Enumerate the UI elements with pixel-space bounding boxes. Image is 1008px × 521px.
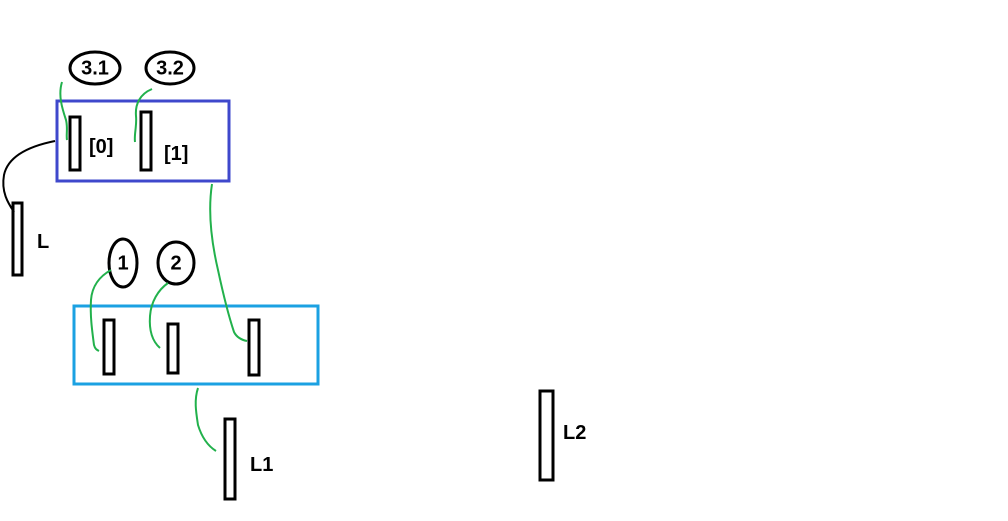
variable-l1-label: L1 xyxy=(250,454,274,476)
inner-array-box xyxy=(74,306,318,384)
variable-l-cell xyxy=(13,203,22,275)
variable-l2-label: L2 xyxy=(563,422,587,444)
outer-array-cell-0 xyxy=(70,117,80,170)
connector-2-to-inner-cell-1 xyxy=(150,283,168,348)
bubble-1-label: 1 xyxy=(117,252,129,275)
bubble-2-label: 2 xyxy=(170,252,182,275)
variable-l1-cell xyxy=(225,419,235,499)
index-label-1: [1] xyxy=(164,143,189,165)
outer-array-cell-1 xyxy=(141,112,151,170)
connector-1-to-inner-cell-0 xyxy=(91,270,111,351)
inner-array-cell-0 xyxy=(104,320,114,374)
variable-l-label: L xyxy=(37,231,50,253)
bubble-3-1-label: 3.1 xyxy=(81,57,109,80)
connector-inner-array-to-l1 xyxy=(196,388,216,451)
reference-l-to-outer-array xyxy=(3,141,55,212)
connector-outer-array-to-inner-cell-2 xyxy=(210,184,247,341)
bubble-3-2-label: 3.2 xyxy=(156,57,184,80)
inner-array-cell-1 xyxy=(168,324,178,373)
connector-3-2-to-cell-1 xyxy=(135,89,152,142)
variable-l2-cell xyxy=(540,391,553,480)
connector-3-1-to-cell-0 xyxy=(60,82,67,140)
index-label-0: [0] xyxy=(89,136,114,158)
inner-array-cell-2 xyxy=(249,320,259,375)
